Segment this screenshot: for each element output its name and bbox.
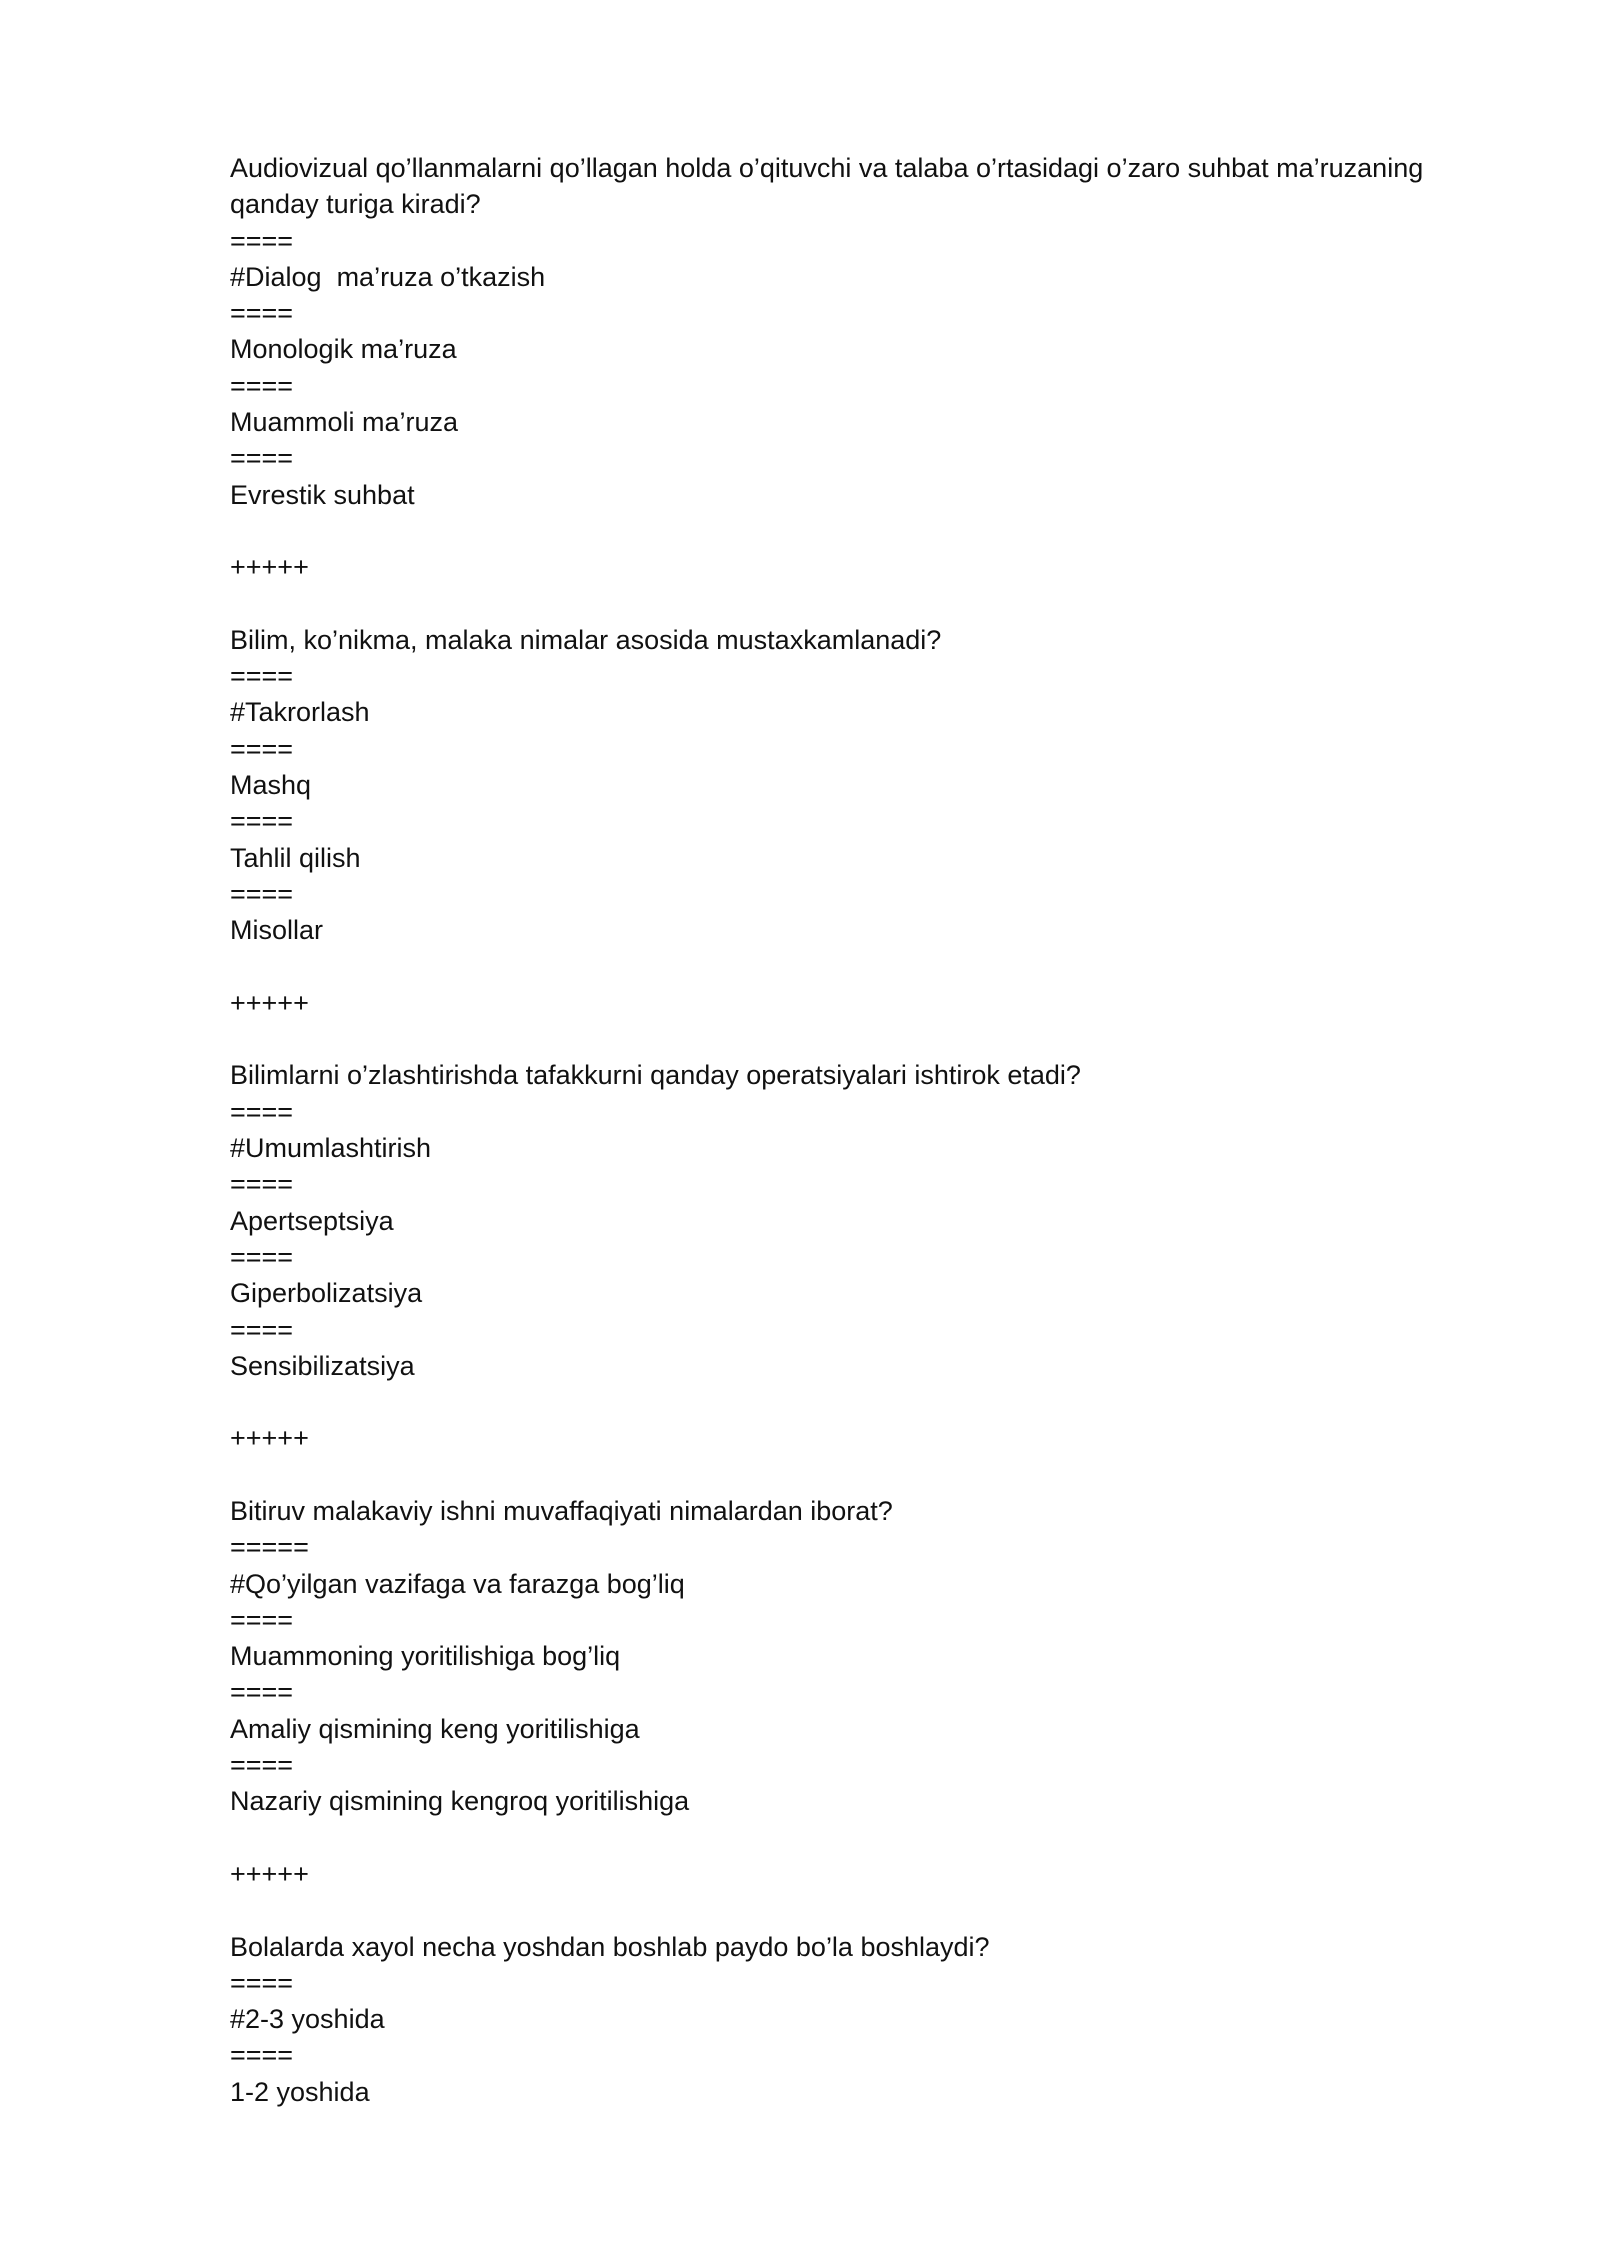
separator: ==== [230, 2040, 294, 2071]
blank-line [230, 1892, 1470, 1928]
correct-answer: #Qo’yilgan vazifaga va farazga bog’liq [230, 1568, 685, 1599]
answer-option: Misollar [230, 915, 324, 946]
correct-answer: #Takrorlash [230, 697, 370, 728]
blank-line [230, 1820, 1470, 1856]
separator: ==== [230, 1967, 294, 1998]
separator: ==== [230, 1169, 294, 1200]
separator: ==== [230, 298, 294, 329]
question-delimiter: +++++ [230, 1858, 309, 1889]
separator: ==== [230, 1750, 294, 1781]
blank-line [230, 1021, 1470, 1057]
correct-answer: #Dialog ma’ruza o’tkazish [230, 261, 546, 292]
answer-option: Muammoli ma’ruza [230, 407, 459, 438]
answer-option: Giperbolizatsiya [230, 1278, 423, 1309]
blank-line [230, 513, 1470, 549]
question-delimiter: +++++ [230, 987, 309, 1018]
answer-option: Monologik ma’ruza [230, 334, 457, 365]
answer-option: Mashq [230, 770, 312, 801]
answer-option: Apertseptsiya [230, 1205, 394, 1236]
separator: ==== [230, 806, 294, 837]
separator: ==== [230, 661, 294, 692]
separator: ==== [230, 225, 294, 256]
blank-line [230, 586, 1470, 622]
answer-option: Sensibilizatsiya [230, 1350, 415, 1381]
separator: ==== [230, 443, 294, 474]
blank-line [230, 1457, 1470, 1493]
correct-answer: #2-3 yoshida [230, 2004, 385, 2035]
answer-option: Amaliy qismining keng yoritilishiga [230, 1713, 640, 1744]
answer-option: Nazariy qismining kengroq yoritilishiga [230, 1786, 690, 1817]
separator: ==== [230, 1314, 294, 1345]
blank-line [230, 949, 1470, 985]
answer-option: Muammoning yoritilishiga bog’liq [230, 1641, 621, 1672]
separator: ==== [230, 1604, 294, 1635]
correct-answer: #Umumlashtirish [230, 1133, 432, 1164]
question-2-text: Bilim, ko’nikma, malaka nimalar asosida mustaxkamlanadi? [230, 624, 942, 655]
separator: ==== [230, 878, 294, 909]
question-5-text: Bolalarda xayol necha yoshdan boshlab paydo bo’la boshlaydi? [230, 1931, 990, 1962]
question-delimiter: +++++ [230, 1423, 309, 1454]
separator: ==== [230, 1241, 294, 1272]
question-4-text: Bitiruv malakaviy ishni muvaffaqiyati nimalardan iborat? [230, 1495, 893, 1526]
answer-option: Evrestik suhbat [230, 479, 415, 510]
separator: ==== [230, 1677, 294, 1708]
question-delimiter: +++++ [230, 552, 309, 583]
separator: ==== [230, 733, 294, 764]
answer-option: Tahlil qilish [230, 842, 361, 873]
separator: ==== [230, 370, 294, 401]
answer-option: 1-2 yoshida [230, 2076, 370, 2107]
document-body [230, 150, 1470, 2110]
question-3-text: Bilimlarni o’zlashtirishda tafakkurni qanday operatsiyalari ishtirok etadi? [230, 1060, 1081, 1091]
separator: ==== [230, 1096, 294, 1127]
blank-line [230, 1384, 1470, 1420]
question-1-text: Audiovizual qo’llanmalarni qo’llagan holda o’qituvchi va talaba o’rtasidagi o’zaro suhbat ma’ruzaning qanday turiga kiradi? [230, 153, 1431, 220]
separator: ===== [230, 1532, 309, 1563]
